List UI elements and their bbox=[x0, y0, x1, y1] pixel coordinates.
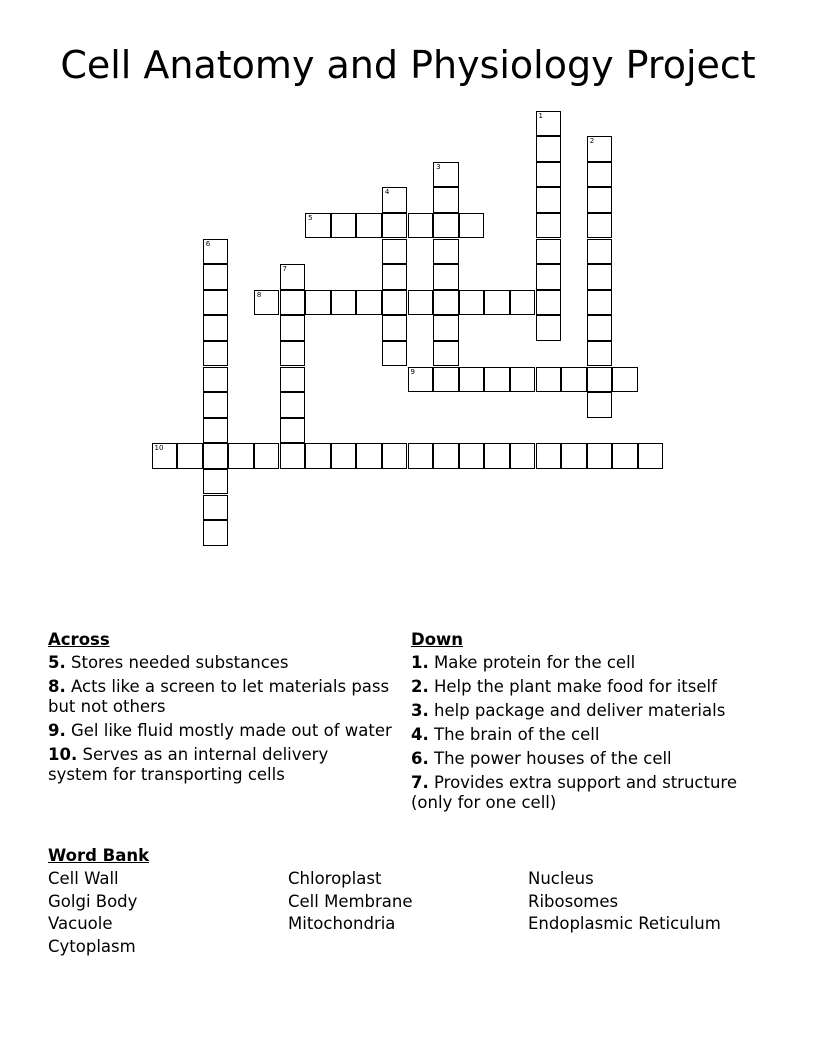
across-clue bbox=[48, 677, 393, 717]
clue-number: 1 bbox=[538, 111, 543, 120]
crossword-cell[interactable] bbox=[587, 136, 613, 162]
crossword-cell[interactable] bbox=[587, 187, 613, 213]
clue-number: 4. bbox=[411, 725, 429, 744]
clue-text: Provides extra support and structure (only for one cell) bbox=[411, 773, 737, 812]
crossword-cell[interactable] bbox=[382, 315, 408, 341]
crossword-cell[interactable] bbox=[203, 469, 229, 495]
crossword-cell[interactable] bbox=[280, 315, 306, 341]
crossword-cell[interactable] bbox=[382, 290, 408, 316]
clue-number: 5. bbox=[48, 653, 66, 672]
clue-number: 2 bbox=[589, 137, 595, 146]
crossword-cell[interactable] bbox=[536, 264, 562, 290]
down-clue bbox=[411, 773, 771, 813]
crossword-cell[interactable] bbox=[203, 239, 229, 265]
crossword-cell[interactable] bbox=[433, 213, 459, 239]
crossword-cell[interactable] bbox=[536, 367, 562, 393]
crossword-cell[interactable] bbox=[382, 341, 408, 367]
crossword-cell[interactable] bbox=[280, 341, 306, 367]
word-bank-item: Mitochondria bbox=[288, 914, 396, 933]
crossword-cell[interactable] bbox=[433, 290, 459, 316]
crossword-cell[interactable] bbox=[459, 290, 485, 316]
crossword-cell[interactable] bbox=[638, 443, 664, 469]
down-clue bbox=[411, 725, 771, 745]
crossword-cell[interactable] bbox=[484, 443, 510, 469]
page-title: Cell Anatomy and Physiology Project bbox=[60, 43, 756, 87]
crossword-cell[interactable] bbox=[433, 315, 459, 341]
crossword-cell[interactable] bbox=[280, 290, 306, 316]
down-clue bbox=[411, 701, 771, 721]
crossword-cell[interactable] bbox=[408, 367, 434, 393]
crossword-cell[interactable] bbox=[280, 418, 306, 444]
clue-text: Serves as an internal delivery system for transporting cells bbox=[48, 745, 329, 784]
clue-number: 3 bbox=[436, 162, 441, 171]
crossword-cell[interactable] bbox=[203, 290, 229, 316]
crossword-cell[interactable] bbox=[331, 213, 357, 239]
clue-number: 9 bbox=[410, 367, 415, 376]
clue-number: 6 bbox=[205, 239, 211, 248]
word-bank-item: Nucleus bbox=[528, 869, 594, 888]
clue-text: help package and deliver materials bbox=[428, 701, 726, 720]
crossword-cell[interactable] bbox=[203, 341, 229, 367]
crossword-cell[interactable] bbox=[331, 290, 357, 316]
word-bank bbox=[48, 845, 768, 958]
across-clues bbox=[48, 630, 393, 789]
crossword-cell[interactable] bbox=[587, 239, 613, 265]
crossword-cell[interactable] bbox=[536, 290, 562, 316]
across-clue bbox=[48, 745, 393, 785]
crossword-cell[interactable] bbox=[356, 443, 382, 469]
crossword-cell[interactable] bbox=[587, 367, 613, 393]
clue-text: Help the plant make food for itself bbox=[428, 677, 717, 696]
crossword-cell[interactable] bbox=[305, 443, 331, 469]
crossword-cell[interactable] bbox=[177, 443, 203, 469]
crossword-cell[interactable] bbox=[254, 443, 280, 469]
crossword-cell[interactable] bbox=[382, 187, 408, 213]
crossword-cell[interactable] bbox=[536, 443, 562, 469]
crossword-cell[interactable] bbox=[536, 213, 562, 239]
clue-number: 8. bbox=[48, 677, 66, 696]
crossword-cell[interactable] bbox=[459, 367, 485, 393]
word-bank-item: Ribosomes bbox=[528, 891, 619, 911]
crossword-cell[interactable] bbox=[331, 443, 357, 469]
crossword-cell[interactable] bbox=[536, 239, 562, 265]
word-bank-item: Chloroplast bbox=[288, 869, 382, 888]
clue-number: 5 bbox=[308, 213, 313, 222]
crossword-cell[interactable] bbox=[536, 315, 562, 341]
crossword-cell[interactable] bbox=[561, 367, 587, 393]
crossword-cell[interactable] bbox=[203, 418, 229, 444]
across-heading: Across bbox=[48, 630, 110, 649]
crossword-cell[interactable] bbox=[203, 264, 229, 290]
clue-text: The brain of the cell bbox=[428, 725, 600, 744]
clue-number: 10 bbox=[154, 444, 164, 453]
crossword-cell[interactable] bbox=[587, 213, 613, 239]
crossword-cell[interactable] bbox=[382, 443, 408, 469]
clue-number: 1. bbox=[411, 653, 429, 672]
crossword-cell[interactable] bbox=[510, 290, 536, 316]
crossword-cell[interactable] bbox=[152, 443, 178, 469]
clue-text: Gel like fluid mostly made out of water bbox=[65, 721, 392, 740]
clue-number: 2. bbox=[411, 677, 429, 696]
clue-number: 3. bbox=[411, 701, 429, 720]
word-bank-item: Cytoplasm bbox=[48, 936, 136, 956]
crossword-cell[interactable] bbox=[203, 495, 229, 521]
down-clues bbox=[411, 630, 771, 817]
crossword-cell[interactable] bbox=[536, 162, 562, 188]
crossword-cell[interactable] bbox=[228, 443, 254, 469]
crossword-cell[interactable] bbox=[612, 367, 638, 393]
crossword-cell[interactable] bbox=[203, 315, 229, 341]
crossword-cell[interactable] bbox=[587, 392, 613, 418]
crossword-cell[interactable] bbox=[433, 367, 459, 393]
clue-number: 4 bbox=[384, 188, 390, 197]
crossword-cell[interactable] bbox=[536, 136, 562, 162]
crossword-cell[interactable] bbox=[382, 264, 408, 290]
crossword-cell[interactable] bbox=[305, 213, 331, 239]
crossword-cell[interactable] bbox=[280, 392, 306, 418]
down-heading: Down bbox=[411, 630, 464, 649]
word-bank-item: Cell Wall bbox=[48, 869, 119, 888]
down-clue bbox=[411, 653, 771, 673]
crossword-cell[interactable] bbox=[356, 213, 382, 239]
crossword-cell[interactable] bbox=[203, 392, 229, 418]
word-bank-item: Vacuole bbox=[48, 914, 113, 933]
word-bank-item: Golgi Body bbox=[48, 891, 138, 911]
clue-text: Make protein for the cell bbox=[428, 653, 636, 672]
word-bank-item: Endoplasmic Reticulum bbox=[528, 914, 721, 933]
crossword-cell[interactable] bbox=[561, 443, 587, 469]
crossword-cell[interactable] bbox=[587, 341, 613, 367]
crossword-cell[interactable] bbox=[203, 443, 229, 469]
crossword-cell[interactable] bbox=[612, 443, 638, 469]
crossword-cell[interactable] bbox=[536, 111, 562, 137]
across-clue-list bbox=[48, 653, 393, 785]
crossword-cell[interactable] bbox=[356, 290, 382, 316]
crossword-cell[interactable] bbox=[203, 367, 229, 393]
crossword-cell[interactable] bbox=[587, 264, 613, 290]
crossword-cell[interactable] bbox=[587, 443, 613, 469]
crossword-cell[interactable] bbox=[254, 290, 280, 316]
crossword-cell[interactable] bbox=[433, 239, 459, 265]
across-clue bbox=[48, 653, 393, 673]
crossword-cell[interactable] bbox=[536, 187, 562, 213]
crossword-cell[interactable] bbox=[408, 443, 434, 469]
crossword-cell[interactable] bbox=[459, 213, 485, 239]
across-clue bbox=[48, 721, 393, 741]
crossword-cell[interactable] bbox=[305, 290, 331, 316]
crossword-cell[interactable] bbox=[433, 187, 459, 213]
clue-number: 8 bbox=[256, 290, 262, 299]
crossword-cell[interactable] bbox=[587, 290, 613, 316]
crossword-cell[interactable] bbox=[459, 443, 485, 469]
crossword-cell[interactable] bbox=[510, 443, 536, 469]
clue-text: Acts like a screen to let materials pass but not others bbox=[48, 677, 390, 716]
crossword-cell[interactable] bbox=[382, 213, 408, 239]
crossword-cell[interactable] bbox=[433, 162, 459, 188]
down-clue bbox=[411, 677, 771, 697]
crossword-cell[interactable] bbox=[433, 341, 459, 367]
down-clue-list bbox=[411, 653, 771, 813]
crossword-cell[interactable] bbox=[382, 239, 408, 265]
crossword-cell[interactable] bbox=[484, 367, 510, 393]
word-bank-list bbox=[48, 868, 768, 958]
crossword-cell[interactable] bbox=[587, 315, 613, 341]
clue-number: 10. bbox=[48, 745, 78, 764]
word-bank-title: Word Bank bbox=[48, 846, 150, 865]
clue-text: The power houses of the cell bbox=[428, 749, 672, 768]
crossword-cell[interactable] bbox=[587, 162, 613, 188]
crossword-cell[interactable] bbox=[433, 443, 459, 469]
clue-number: 9. bbox=[48, 721, 66, 740]
clue-number: 7 bbox=[282, 265, 287, 274]
down-clue bbox=[411, 749, 771, 769]
clue-number: 6. bbox=[411, 749, 429, 768]
crossword-cell[interactable] bbox=[280, 443, 306, 469]
clue-text: Stores needed substances bbox=[65, 653, 289, 672]
crossword-cell[interactable] bbox=[408, 290, 434, 316]
clue-number: 7. bbox=[411, 773, 429, 792]
crossword-cell[interactable] bbox=[203, 520, 229, 546]
crossword-cell[interactable] bbox=[510, 367, 536, 393]
word-bank-item: Cell Membrane bbox=[288, 891, 413, 911]
crossword-cell[interactable] bbox=[433, 264, 459, 290]
crossword-cell[interactable] bbox=[484, 290, 510, 316]
crossword-cell[interactable] bbox=[408, 213, 434, 239]
crossword-cell[interactable] bbox=[280, 264, 306, 290]
crossword-cell[interactable] bbox=[280, 367, 306, 393]
